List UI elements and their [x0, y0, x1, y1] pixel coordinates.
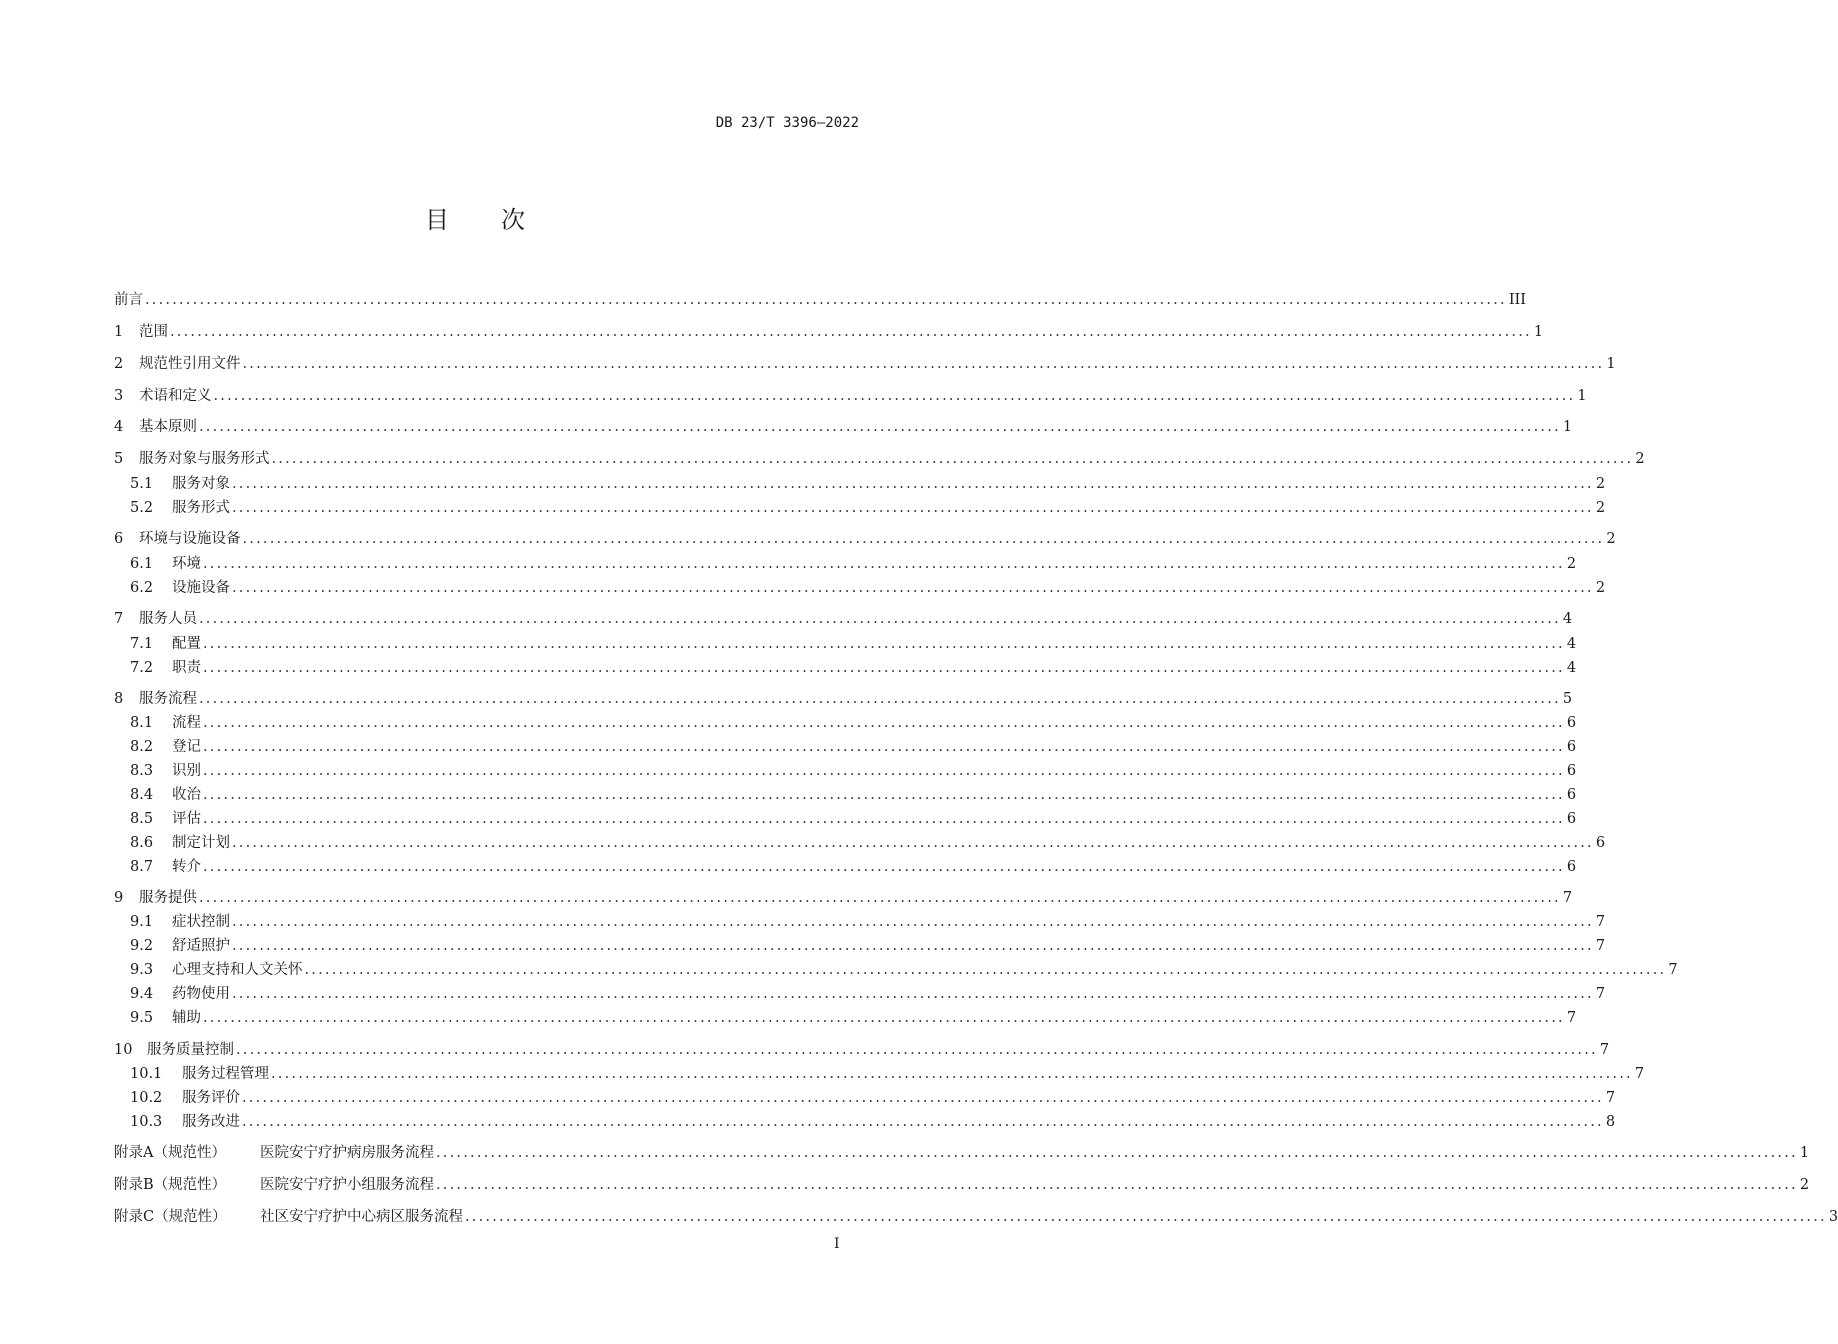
toc-leader-dots: ........................................................................................................................................................................................................	[232, 580, 1594, 596]
toc-leader-dots: ........................................................................................................................................................................................................	[170, 324, 1532, 340]
toc-entry-number: 9	[114, 890, 124, 906]
toc-entry-page: 1	[1606, 356, 1616, 372]
toc-leader-dots: ........................................................................................................................................................................................................	[145, 292, 1507, 308]
toc-leader-dots: ........................................................................................................................................................................................................	[232, 476, 1594, 492]
toc-leader-dots: ........................................................................................................................................................................................................	[203, 859, 1565, 875]
toc-leader-dots: ........................................................................................................................................................................................................	[242, 1090, 1604, 1106]
toc-entry-label: 登记	[172, 739, 201, 755]
toc-leader-dots: ........................................................................................................................................................................................................	[199, 890, 1561, 906]
title-char-1: 目	[425, 206, 449, 234]
toc-entry-label: 基本原则	[139, 419, 197, 435]
toc-entry-number: 8	[114, 691, 124, 707]
toc-leader-dots: ........................................................................................................................................................................................................	[203, 636, 1565, 652]
toc-leader-dots: ........................................................................................................................................................................................................	[436, 1145, 1798, 1161]
toc-entry-label: 服务改进	[182, 1114, 240, 1130]
toc-entry-page: 6	[1566, 859, 1577, 875]
toc-leader-dots: ........................................................................................................................................................................................................	[199, 611, 1561, 627]
toc-entry-number: 5	[114, 451, 124, 467]
toc-leader-dots: ........................................................................................................................................................................................................	[236, 1042, 1598, 1058]
toc-entry-page: 1	[1533, 324, 1544, 340]
toc-entry-number: 8.1	[130, 715, 154, 731]
toc-entry-number: 附录A（规范性）	[114, 1145, 226, 1161]
toc-entry-page: 7	[1595, 938, 1606, 954]
toc-entry-label: 服务质量控制	[147, 1042, 234, 1058]
toc-leader-dots: ........................................................................................................................................................................................................	[199, 691, 1561, 707]
toc-entry-label: 收治	[172, 787, 201, 803]
toc-entry[interactable]	[114, 1064, 1645, 1084]
page-number: I	[834, 1236, 840, 1252]
toc-entry-number: 10.3	[130, 1114, 163, 1130]
toc-entry-number: 6.1	[130, 556, 154, 572]
toc-entry[interactable]	[114, 689, 1573, 709]
toc-entry-number: 6	[114, 531, 124, 547]
toc-leader-dots: ........................................................................................................................................................................................................	[203, 763, 1565, 779]
toc-entry-number: 2	[114, 356, 124, 372]
toc-leader-dots: ........................................................................................................................................................................................................	[242, 356, 1605, 372]
toc-entry[interactable]	[114, 785, 1577, 805]
toc-leader-dots: ........................................................................................................................................................................................................	[232, 835, 1594, 851]
toc-entry-label: 服务过程管理	[182, 1066, 269, 1082]
toc-entry-label: 范围	[139, 324, 168, 340]
toc-entry[interactable]	[114, 417, 1573, 437]
toc-entry-number: 7.1	[130, 636, 154, 652]
toc-entry[interactable]	[114, 809, 1577, 829]
toc-entry-number: 10	[114, 1042, 133, 1058]
toc-entry-page: 2	[1635, 451, 1645, 467]
toc-entry-number: 3	[114, 388, 124, 404]
toc-entry-label: 医院安宁疗护病房服务流程	[260, 1145, 434, 1161]
toc-entry[interactable]	[114, 322, 1544, 342]
toc-entry-page: 1	[1577, 388, 1587, 404]
toc-entry[interactable]	[114, 578, 1606, 598]
toc-entry-number: 10.1	[130, 1066, 163, 1082]
page-title	[0, 200, 950, 235]
toc-entry-number: 5.2	[130, 500, 154, 516]
toc-entry-label: 流程	[172, 715, 201, 731]
toc-entry[interactable]	[114, 960, 1678, 980]
toc-entry-page: 2	[1595, 500, 1606, 516]
toc-entry[interactable]	[114, 936, 1606, 956]
toc-entry-page: 1	[1799, 1145, 1810, 1161]
toc-entry-number: 8.3	[130, 763, 154, 779]
toc-leader-dots: ........................................................................................................................................................................................................	[271, 1066, 1633, 1082]
toc-entry[interactable]	[114, 984, 1606, 1004]
toc-entry-page: 7	[1595, 986, 1606, 1002]
toc-leader-dots: ........................................................................................................................................................................................................	[203, 811, 1565, 827]
toc-entry-label: 服务提供	[139, 890, 197, 906]
toc-entry-page: 4	[1566, 636, 1577, 652]
toc-entry-number: 9.2	[130, 938, 154, 954]
toc-entry-label: 服务人员	[139, 611, 197, 627]
toc-entry-page: 6	[1566, 739, 1577, 755]
toc-entry[interactable]	[114, 761, 1577, 781]
toc-entry-number: 附录B（规范性）	[114, 1177, 227, 1193]
toc-entry-label: 心理支持和人文关怀	[172, 962, 303, 978]
toc-entry-label: 规范性引用文件	[139, 356, 241, 372]
toc-entry-page: 7	[1595, 914, 1606, 930]
toc-entry-page: 7	[1668, 962, 1678, 978]
toc-leader-dots: ........................................................................................................................................................................................................	[203, 715, 1565, 731]
toc-entry[interactable]	[114, 737, 1577, 757]
toc-entry[interactable]	[114, 1175, 1810, 1195]
toc-entry-label: 配置	[172, 636, 201, 652]
toc-entry-number: 10.2	[130, 1090, 163, 1106]
document-code: DB 23/T 3396—2022	[715, 115, 859, 131]
toc-entry[interactable]	[114, 386, 1587, 406]
toc-entry-number: 9.3	[130, 962, 154, 978]
toc-entry-label: 症状控制	[172, 914, 230, 930]
toc-entry-page: 4	[1566, 660, 1577, 676]
toc-entry-number: 附录C（规范性）	[114, 1209, 227, 1225]
toc-entry-number: 8.4	[130, 787, 154, 803]
toc-entry[interactable]	[114, 1088, 1616, 1108]
toc-entry-label: 辅助	[172, 1010, 201, 1026]
toc-entry-label: 社区安宁疗护中心病区服务流程	[260, 1209, 463, 1225]
toc-entry[interactable]	[114, 290, 1527, 310]
toc-entry-label: 环境	[172, 556, 201, 572]
toc-leader-dots: ........................................................................................................................................................................................................	[242, 1114, 1604, 1130]
toc-entry[interactable]	[114, 888, 1573, 908]
toc-entry-number: 8.7	[130, 859, 154, 875]
toc-leader-dots: ........................................................................................................................................................................................................	[213, 388, 1576, 404]
toc-entry[interactable]	[114, 833, 1606, 853]
toc-leader-dots: ........................................................................................................................................................................................................	[203, 660, 1565, 676]
toc-entry-label: 设施设备	[172, 580, 230, 596]
toc-entry-number: 5.1	[130, 476, 154, 492]
toc-entry-number: 7	[114, 611, 124, 627]
toc-entry-label: 服务评价	[182, 1090, 240, 1106]
toc-entry[interactable]	[114, 1207, 1838, 1227]
toc-leader-dots: ........................................................................................................................................................................................................	[242, 531, 1605, 547]
toc-entry[interactable]	[114, 449, 1645, 469]
toc-entry-page: 6	[1566, 763, 1577, 779]
toc-entry-number: 8.6	[130, 835, 154, 851]
toc-leader-dots: ........................................................................................................................................................................................................	[436, 1177, 1798, 1193]
toc-leader-dots: ........................................................................................................................................................................................................	[232, 986, 1594, 1002]
toc-leader-dots: ........................................................................................................................................................................................................	[304, 962, 1667, 978]
toc-entry[interactable]	[114, 1143, 1810, 1163]
toc-entry-page: 2	[1606, 531, 1616, 547]
toc-entry-label: 舒适照护	[172, 938, 230, 954]
toc-leader-dots: ........................................................................................................................................................................................................	[232, 914, 1594, 930]
toc-entry-page: 8	[1605, 1114, 1616, 1130]
toc-entry-page: 6	[1566, 787, 1577, 803]
toc-entry-number: 4	[114, 419, 124, 435]
toc-entry[interactable]	[114, 912, 1606, 932]
toc-entry-number: 1	[114, 324, 124, 340]
toc-entry-label: 服务形式	[172, 500, 230, 516]
toc-entry-number: 8.2	[130, 739, 154, 755]
toc-entry-page: 7	[1566, 1010, 1577, 1026]
toc-entry-label: 服务对象	[172, 476, 230, 492]
toc-entry[interactable]	[114, 857, 1577, 877]
toc-entry-label: 环境与设施设备	[139, 531, 241, 547]
toc-leader-dots: ........................................................................................................................................................................................................	[199, 419, 1561, 435]
toc-entry-page: 2	[1595, 580, 1606, 596]
toc-leader-dots: ........................................................................................................................................................................................................	[203, 1010, 1565, 1026]
toc-entry-number: 7.2	[130, 660, 154, 676]
toc-entry[interactable]	[114, 1040, 1610, 1060]
toc-entry-label: 服务流程	[139, 691, 197, 707]
toc-entry-page: 2	[1799, 1177, 1810, 1193]
toc-entry-number: 9.5	[130, 1010, 154, 1026]
toc-entry-page: 3	[1828, 1209, 1838, 1225]
toc-entry-label: 识别	[172, 763, 201, 779]
toc-entry-page: 1	[1562, 419, 1573, 435]
toc-entry[interactable]	[114, 1008, 1577, 1028]
toc-entry[interactable]	[114, 354, 1616, 374]
toc-leader-dots: ........................................................................................................................................................................................................	[271, 451, 1634, 467]
toc-entry[interactable]	[114, 474, 1606, 494]
toc-entry-page: 5	[1562, 691, 1573, 707]
toc-leader-dots: ........................................................................................................................................................................................................	[232, 938, 1594, 954]
toc-entry-label: 评估	[172, 811, 201, 827]
toc-entry-page: 6	[1566, 811, 1577, 827]
toc-entry-label: 职责	[172, 660, 201, 676]
toc-entry-label: 服务对象与服务形式	[139, 451, 270, 467]
toc-entry-page: 6	[1595, 835, 1606, 851]
toc-entry-page: 7	[1562, 890, 1573, 906]
toc-entry-page: 7	[1599, 1042, 1610, 1058]
toc-leader-dots: ........................................................................................................................................................................................................	[465, 1209, 1827, 1225]
toc-entry[interactable]	[114, 658, 1577, 678]
toc-entry[interactable]	[114, 554, 1577, 574]
toc-leader-dots: ........................................................................................................................................................................................................	[203, 787, 1565, 803]
toc-entry-number: 6.2	[130, 580, 154, 596]
toc-entry[interactable]	[114, 609, 1573, 629]
toc-entry-label: 医院安宁疗护小组服务流程	[260, 1177, 434, 1193]
toc-leader-dots: ........................................................................................................................................................................................................	[203, 739, 1565, 755]
toc-entry-label: 药物使用	[172, 986, 230, 1002]
toc-entry-page: 2	[1566, 556, 1577, 572]
toc-entry[interactable]	[114, 634, 1577, 654]
toc-entry[interactable]	[114, 713, 1577, 733]
toc-entry-page: 6	[1566, 715, 1577, 731]
toc-entry-page: 7	[1634, 1066, 1645, 1082]
toc-entry-page: 7	[1605, 1090, 1616, 1106]
toc-entry[interactable]	[114, 529, 1616, 549]
toc-entry-number: 9.4	[130, 986, 154, 1002]
toc-entry[interactable]	[114, 1112, 1616, 1132]
toc-leader-dots: ........................................................................................................................................................................................................	[203, 556, 1565, 572]
toc-entry-number: 9.1	[130, 914, 154, 930]
toc-entry-label: 术语和定义	[139, 388, 212, 404]
toc-leader-dots: ........................................................................................................................................................................................................	[232, 500, 1594, 516]
toc-entry-page: 2	[1595, 476, 1606, 492]
toc-entry-number: 8.5	[130, 811, 154, 827]
toc-entry-label: 制定计划	[172, 835, 230, 851]
title-char-2: 次	[501, 206, 525, 234]
toc-entry-label: 前言	[114, 292, 143, 308]
toc-entry-page: III	[1508, 292, 1527, 308]
toc-entry-label: 转介	[172, 859, 201, 875]
toc-entry-page: 4	[1562, 611, 1573, 627]
toc-entry[interactable]	[114, 498, 1606, 518]
